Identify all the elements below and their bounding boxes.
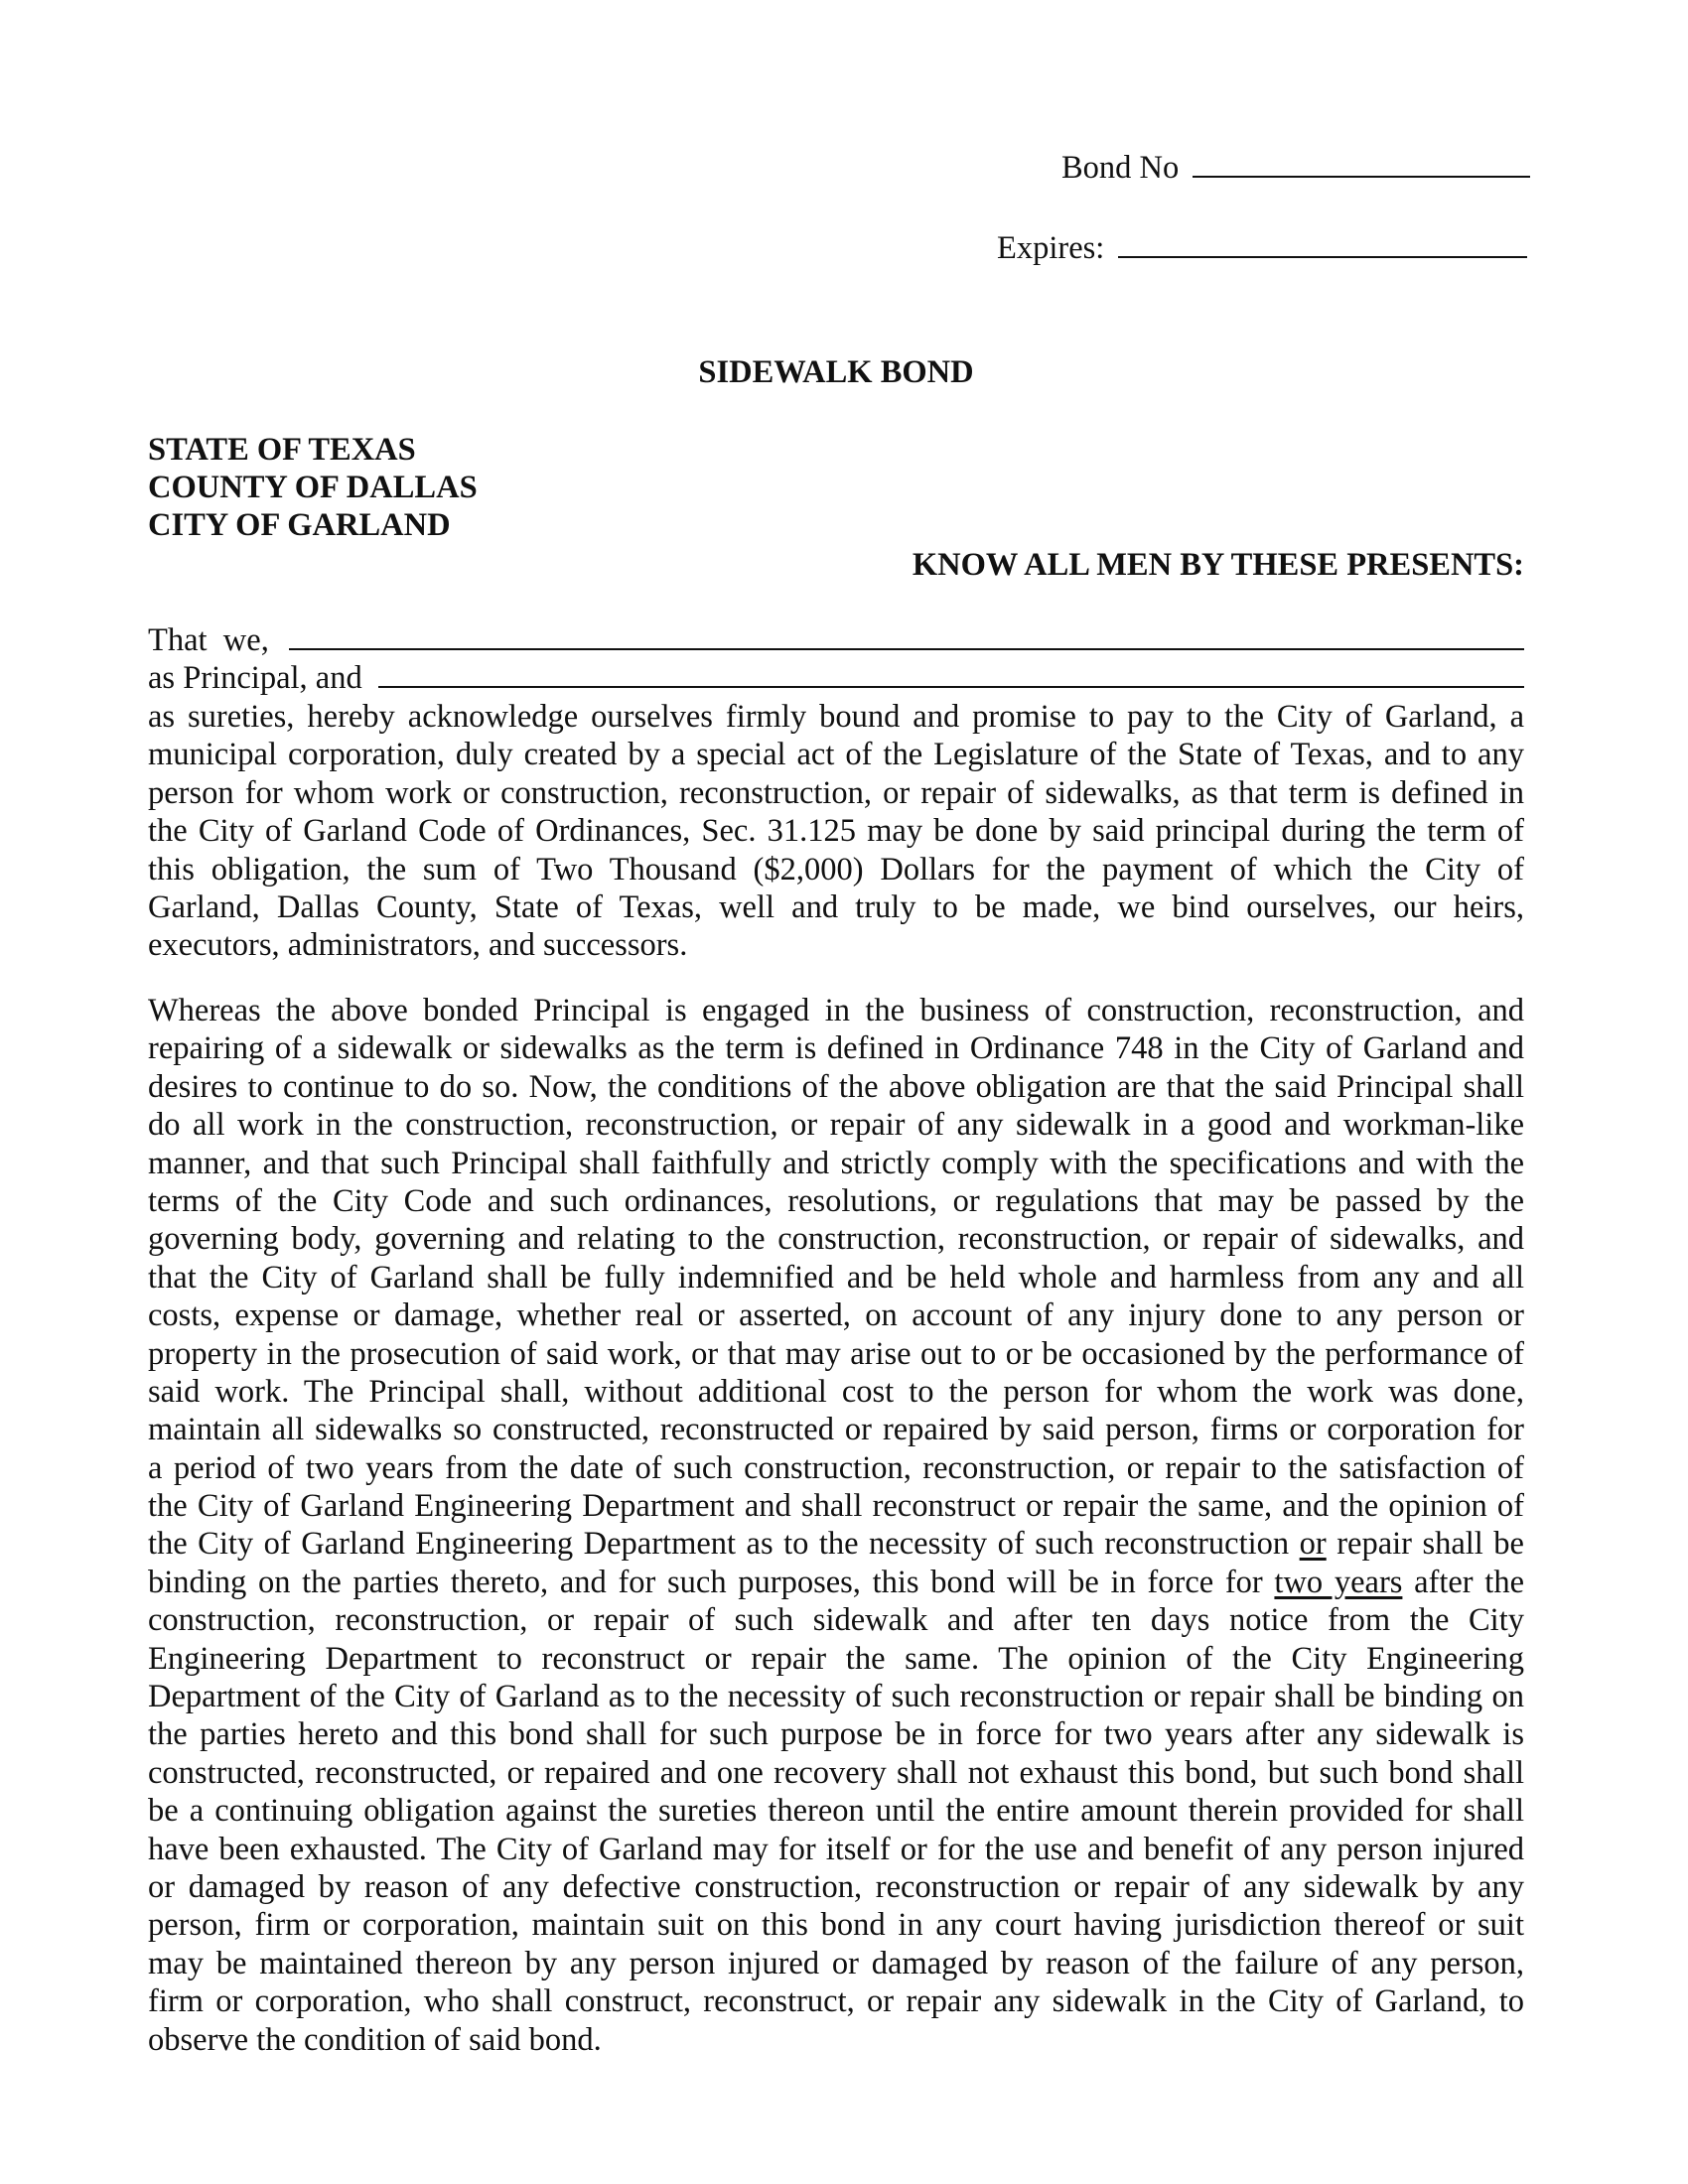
text-segment: repair shall be xyxy=(1326,1526,1524,1563)
text-line: governing body, governing and relating to the construction, reconstruction, or repair of sidewalks, and xyxy=(148,1221,1524,1258)
text-line: property in the prosecution of said work, or that may arise out to or be occasioned by the performance of xyxy=(148,1335,1524,1372)
text-line: that the City of Garland shall be fully indemnified and be held whole and harmless from any and all xyxy=(148,1259,1524,1296)
jurisdiction-county: COUNTY OF DALLAS xyxy=(148,470,478,505)
text-line: the City of Garland Code of Ordinances, Sec. 31.125 may be done by said principal during the term of xyxy=(148,813,1524,850)
text-line: observe the condition of said bond. xyxy=(148,2021,602,2058)
know-all-heading: KNOW ALL MEN BY THESE PRESENTS: xyxy=(912,547,1524,583)
paragraph-conditions xyxy=(148,992,1524,2059)
text-line: firm or corporation, who shall construct, reconstruct, or repair any sidewalk in the City of Garland, to xyxy=(148,1983,1524,2020)
text-line: this obligation, the sum of Two Thousand ($2,000) Dollars for the payment of which the City of xyxy=(148,851,1524,887)
text-segment: after the xyxy=(1402,1564,1524,1600)
text-line: a period of two years from the date of such construction, reconstruction, or repair to the satisfaction of xyxy=(148,1449,1524,1486)
text-line: said work. The Principal shall, without additional cost to the person for whom the work was done, xyxy=(148,1373,1524,1410)
text-line xyxy=(148,1564,1524,1601)
jurisdiction-city: CITY OF GARLAND xyxy=(148,507,451,543)
expires-blank[interactable] xyxy=(1118,230,1527,258)
text-line: may be maintained thereon by any person injured or damaged by reason of the failure of any person, xyxy=(148,1945,1524,1981)
text-segment: binding on the parties thereto, and for such purposes, this bond will be in force for xyxy=(148,1564,1275,1600)
text-line: the parties hereto and this bond shall for such purpose be in force for two years after any sidewalk is xyxy=(148,1716,1524,1753)
underlined-text: two years xyxy=(1274,1564,1403,1600)
jurisdiction-state: STATE OF TEXAS xyxy=(148,432,416,468)
principal-label: as Principal, and xyxy=(148,660,362,696)
text-line: costs, expense or damage, whether real or asserted, on account of any injury done to any person or xyxy=(148,1297,1524,1334)
text-line: or damaged by reason of any defective construction, reconstruction or repair of any sidewalk by any xyxy=(148,1868,1524,1905)
principal-line xyxy=(148,621,1524,659)
bond-number-blank[interactable] xyxy=(1193,150,1530,178)
text-line: as sureties, hereby acknowledge ourselves firmly bound and promise to pay to the City of Garland, a xyxy=(148,699,1524,735)
text-line: Whereas the above bonded Principal is engaged in the business of construction, reconstruction, and xyxy=(148,993,1524,1028)
paragraph-obligation xyxy=(148,698,1524,965)
text-line: repairing of a sidewalk or sidewalks as the term is defined in Ordinance 748 in the City of Garland and xyxy=(148,1030,1524,1067)
text-line: person for whom work or construction, reconstruction, or repair of sidewalks, as that term is defined in xyxy=(148,774,1524,811)
text-line: manner, and that such Principal shall faithfully and strictly comply with the specifications and with the xyxy=(148,1145,1524,1181)
text-line: terms of the City Code and such ordinances, resolutions, or regulations that may be passed by the xyxy=(148,1182,1524,1219)
expires-label: Expires: xyxy=(997,230,1105,266)
text-line: construction, reconstruction, or repair of such sidewalk and after ten days notice from the City xyxy=(148,1602,1524,1639)
text-segment: the City of Garland Engineering Department as to the necessity of such reconstruction xyxy=(148,1526,1300,1563)
text-line: Engineering Department to reconstruct or repair the same. The opinion of the City Engineering xyxy=(148,1640,1524,1677)
text-line: maintain all sidewalks so constructed, reconstructed or repaired by said person, firms or corporation for xyxy=(148,1412,1524,1448)
text-line: desires to continue to do so. Now, the conditions of the above obligation are that the said Principal shall xyxy=(148,1068,1524,1105)
document-title: SIDEWALK BOND xyxy=(698,354,974,390)
bond-number-field xyxy=(1061,149,1530,187)
underlined-text: or xyxy=(1299,1526,1327,1563)
expires-field xyxy=(997,229,1527,267)
text-line: do all work in the construction, reconstruction, or repair of any sidewalk in a good and workman-like xyxy=(148,1107,1524,1144)
text-line: Garland, Dallas County, State of Texas, well and truly to be made, we bind ourselves, our heirs, xyxy=(148,888,1524,925)
bond-number-label: Bond No xyxy=(1061,150,1180,186)
text-line: the City of Garland Engineering Department and shall reconstruct or repair the same, and the opinion of xyxy=(148,1488,1524,1525)
that-we-label: That we, xyxy=(148,622,269,658)
principal-name-blank[interactable] xyxy=(289,622,1524,650)
surety-name-blank[interactable] xyxy=(378,660,1524,688)
text-line: executors, administrators, and successors. xyxy=(148,927,688,964)
text-line: constructed, reconstructed, or repaired and one recovery shall not exhaust this bond, but such bond shall xyxy=(148,1754,1524,1791)
surety-line xyxy=(148,659,1524,697)
text-line: be a continuing obligation against the sureties thereon until the entire amount therein provided for shall xyxy=(148,1793,1524,1830)
text-line xyxy=(148,1525,1524,1563)
text-line: municipal corporation, duly created by a special act of the Legislature of the State of Texas, and to any xyxy=(148,737,1524,773)
text-line: person, firm or corporation, maintain suit on this bond in any court having jurisdiction thereof or suit xyxy=(148,1907,1524,1944)
text-line: have been exhausted. The City of Garland may for itself or for the use and benefit of any person injured xyxy=(148,1831,1524,1867)
text-line: Department of the City of Garland as to the necessity of such reconstruction or repair shall be binding on xyxy=(148,1679,1524,1715)
